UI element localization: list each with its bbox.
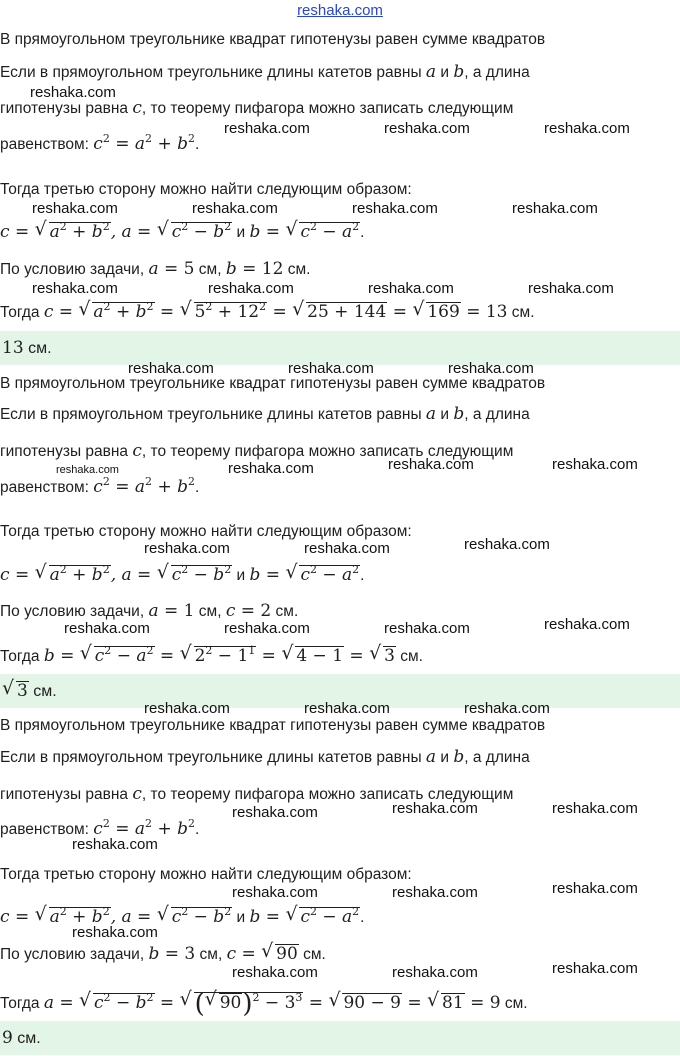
- hypotenuse-sentence-2: гипотенузы равна c, то теорему пифагора можно записать следующим: [0, 441, 514, 461]
- pythagoras-equation-3: равенством: $c^2 = a^2 + b^2$.: [0, 817, 200, 839]
- legs-sentence-1: Если в прямоугольном треугольнике длины катетов равны a и b, а длина: [0, 62, 530, 82]
- watermark: reshaka.com: [388, 456, 474, 473]
- watermark: reshaka.com: [56, 464, 119, 476]
- watermark: reshaka.com: [552, 456, 638, 473]
- hypotenuse-sentence-1: гипотенузы равна c, то теорему пифагора можно записать следующим: [0, 98, 514, 118]
- watermark: reshaka.com: [228, 460, 314, 477]
- watermark: reshaka.com: [392, 800, 478, 817]
- watermark: reshaka.com: [464, 536, 550, 553]
- watermark: reshaka.com: [72, 924, 158, 941]
- watermark: reshaka.com: [448, 360, 534, 377]
- watermark: reshaka.com: [128, 360, 214, 377]
- watermark: reshaka.com: [392, 964, 478, 981]
- watermark: reshaka.com: [32, 280, 118, 297]
- watermark: reshaka.com: [72, 836, 158, 853]
- watermark: reshaka.com: [144, 540, 230, 557]
- answer-box-1: 13 см.: [0, 331, 680, 365]
- watermark: reshaka.com: [392, 884, 478, 901]
- watermark: reshaka.com: [552, 800, 638, 817]
- conditions-3: По условию задачи, b = 3 см, c = √ 90 см.: [0, 944, 326, 965]
- watermark: reshaka.com: [352, 200, 438, 217]
- watermark: reshaka.com: [528, 280, 614, 297]
- watermark: reshaka.com: [64, 620, 150, 637]
- intro-text-1: В прямоугольном треугольнике квадрат гипотенузы равен сумме квадратов: [0, 31, 546, 48]
- watermark: reshaka.com: [368, 280, 454, 297]
- watermark: reshaka.com: [544, 120, 630, 137]
- pythagoras-equation-2: равенством: $c^2 = a^2 + b^2$.: [0, 475, 200, 497]
- watermark: reshaka.com: [544, 616, 630, 633]
- watermark: reshaka.com: [384, 120, 470, 137]
- intro-text-3: В прямоугольном треугольнике квадрат гипотенузы равен сумме квадратов: [0, 717, 546, 734]
- watermark: reshaka.com: [232, 884, 318, 901]
- computation-2: Тогда b = √ $c^2 - a^2$ = √ $2^2 - 1^1$ = √ 4 − 1 = √ 3 см.: [0, 646, 423, 667]
- watermark: reshaka.com: [304, 700, 390, 717]
- computation-1: Тогда c = √ $a^2 + b^2$ = √ $5^2 + 12^2$ = √ 25 + 144 = √ 169 = 13 см.: [0, 302, 535, 323]
- watermark: reshaka.com: [232, 804, 318, 821]
- watermark: reshaka.com: [208, 280, 294, 297]
- watermark: reshaka.com: [144, 700, 230, 717]
- intro-text-2: В прямоугольном треугольнике квадрат гипотенузы равен сумме квадратов: [0, 375, 546, 392]
- answer-box-2: √ 3 см.: [0, 674, 680, 708]
- conditions-1: По условию задачи, a = 5 см, b = 12 см.: [0, 259, 311, 279]
- watermark: reshaka.com: [224, 620, 310, 637]
- third-side-text-2: Тогда третью сторону можно найти следующим образом:: [0, 523, 412, 540]
- watermark: reshaka.com: [224, 120, 310, 137]
- watermark: reshaka.com: [512, 200, 598, 217]
- third-side-text-3: Тогда третью сторону можно найти следующим образом:: [0, 866, 412, 883]
- watermark: reshaka.com: [464, 700, 550, 717]
- watermark: reshaka.com: [192, 200, 278, 217]
- hypotenuse-sentence-3: гипотенузы равна c, то теорему пифагора можно записать следующим: [0, 784, 514, 804]
- third-side-text-1: Тогда третью сторону можно найти следующим образом:: [0, 181, 412, 198]
- legs-sentence-3: Если в прямоугольном треугольнике длины катетов равны a и b, а длина: [0, 747, 530, 767]
- watermark: reshaka.com: [552, 880, 638, 897]
- watermark: reshaka.com: [32, 200, 118, 217]
- legs-sentence-2: Если в прямоугольном треугольнике длины катетов равны a и b, а длина: [0, 404, 530, 424]
- general-formulas-1: c = √ $a^2 + b^2$, a = √ $c^2 - b^2$ и b = √ $c^2 - a^2$.: [0, 222, 364, 243]
- site-link[interactable]: reshaka.com: [297, 2, 383, 19]
- watermark: reshaka.com: [232, 964, 318, 981]
- watermark: reshaka.com: [384, 620, 470, 637]
- watermark: reshaka.com: [552, 960, 638, 977]
- pythagoras-equation-1: равенством: $c^2 = a^2 + b^2$.: [0, 132, 200, 154]
- watermark: reshaka.com: [288, 360, 374, 377]
- answer-box-3: 9 см.: [0, 1021, 680, 1055]
- watermark: reshaka.com: [304, 540, 390, 557]
- general-formulas-3: c = √ $a^2 + b^2$, a = √ $c^2 - b^2$ и b = √ $c^2 - a^2$.: [0, 907, 364, 928]
- general-formulas-2: c = √ $a^2 + b^2$, a = √ $c^2 - b^2$ и b = √ $c^2 - a^2$.: [0, 565, 364, 586]
- conditions-2: По условию задачи, a = 1 см, c = 2 см.: [0, 601, 299, 621]
- watermark: reshaka.com: [30, 84, 116, 101]
- computation-3: Тогда a = √ $c^2 - b^2$ = √ (√ $90)^2 - 3^3$ = √ 90 − 9 = √ 81 = 9 см.: [0, 992, 528, 1014]
